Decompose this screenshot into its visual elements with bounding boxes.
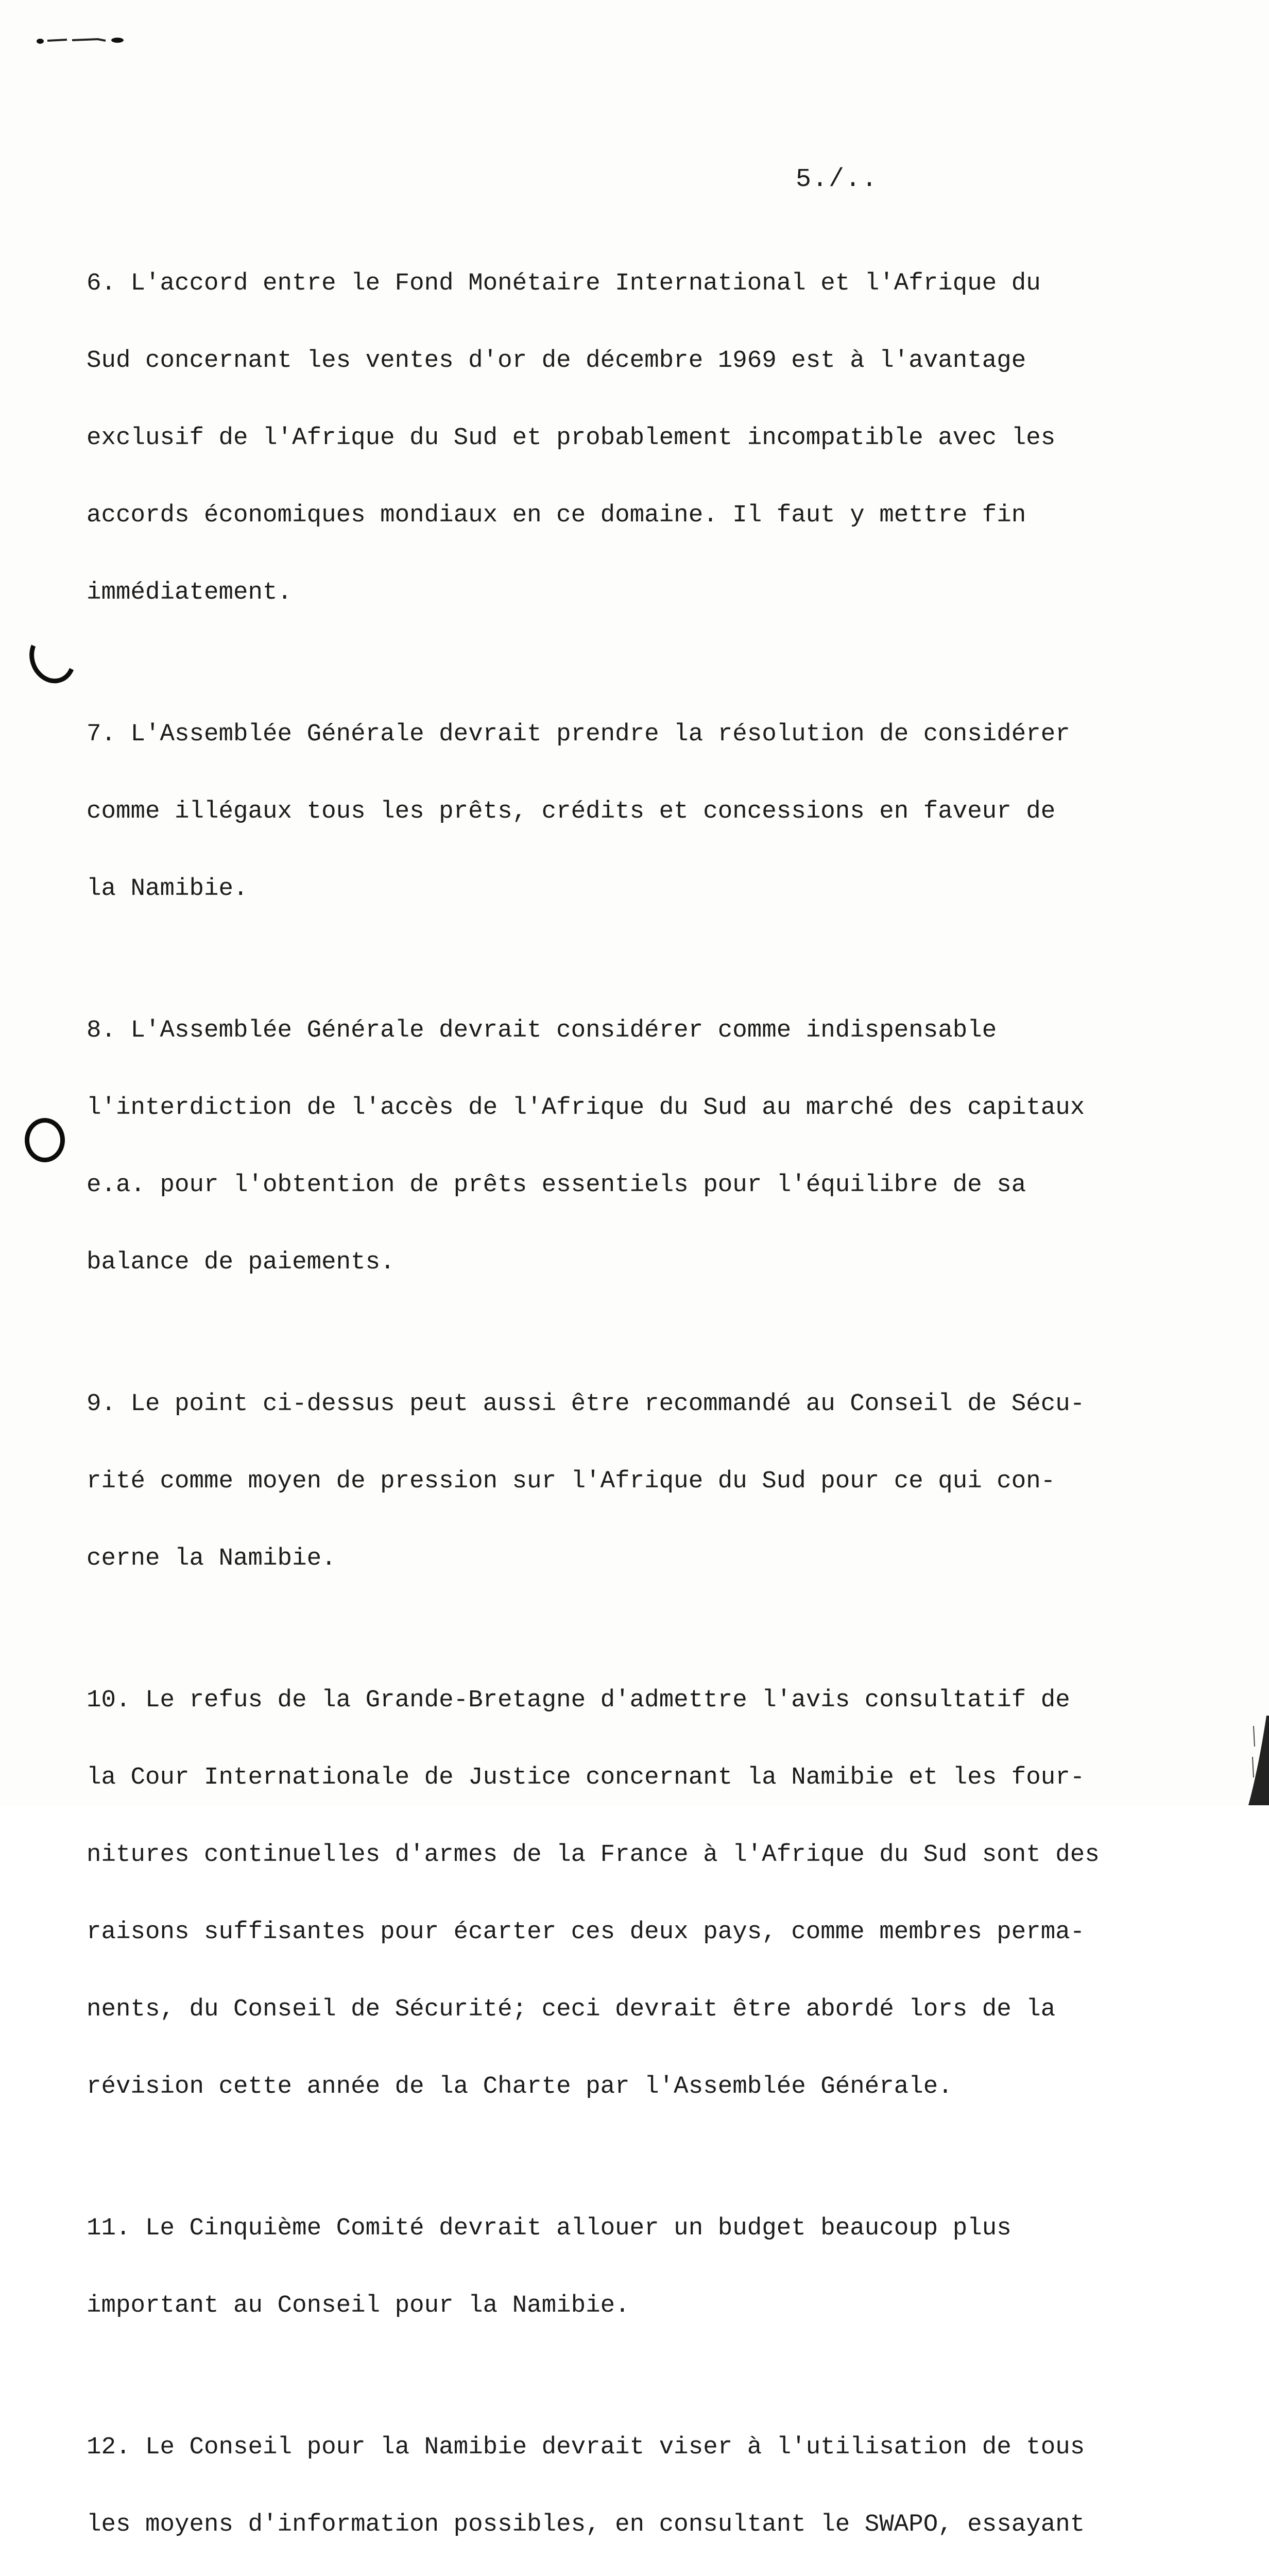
- text-line: la Cour Internationale de Justice concernant la Namibie et les four-: [87, 1764, 1085, 1791]
- text-line: 10. Le refus de la Grande-Bretagne d'admettre l'avis consultatif de: [87, 1686, 1070, 1714]
- text-line: accords économiques mondiaux en ce domaine. Il faut y mettre fin: [87, 501, 1026, 529]
- text-line: les moyens d'information possibles, en consultant le SWAPO, essayant: [87, 2511, 1085, 2538]
- paragraph: [87, 219, 1184, 657]
- text-line: 12. Le Conseil pour la Namibie devrait viser à l'utilisation de tous: [87, 2433, 1085, 2461]
- text-line: nitures continuelles d'armes de la France à l'Afrique du Sud sont des: [87, 1841, 1100, 1869]
- punch-hole-mark: [25, 1118, 65, 1162]
- paragraph: [87, 1340, 1184, 1623]
- text-line: e.a. pour l'obtention de prêts essentiels pour l'équilibre de sa: [87, 1171, 1026, 1199]
- text-line: révision cette année de la Charte par l'Assemblée Générale.: [87, 2073, 953, 2100]
- text-line: cerne la Namibie.: [87, 1545, 336, 1572]
- paragraph: [87, 966, 1184, 1327]
- text-line: comme illégaux tous les prêts, crédits et concessions en faveur de: [87, 798, 1056, 825]
- text-line: immédiatement.: [87, 579, 293, 606]
- text-line: 8. L'Assemblée Générale devrait considérer comme indispensable: [87, 1016, 997, 1044]
- text-line: rité comme moyen de pression sur l'Afrique du Sud pour ce qui con-: [87, 1467, 1056, 1495]
- paragraph: [87, 670, 1184, 953]
- text-line: important au Conseil pour la Namibie.: [87, 2292, 630, 2319]
- paragraph: [87, 1636, 1184, 2151]
- punch-hole-mark: [22, 625, 83, 690]
- text-line: balance de paiements.: [87, 1248, 395, 1276]
- text-line: 9. Le point ci-dessus peut aussi être recommandé au Conseil de Sécu-: [87, 1390, 1085, 1418]
- paragraph: [87, 2383, 1184, 2576]
- text-line: la Namibie.: [87, 875, 248, 903]
- text-line: Sud concernant les ventes d'or de décembre 1969 est à l'avantage: [87, 347, 1026, 375]
- text-line: 11. Le Cinquième Comité devrait allouer un budget beaucoup plus: [87, 2214, 1011, 2242]
- page-number: 5./..: [796, 165, 879, 194]
- text-line: raisons suffisantes pour écarter ces deux pays, comme membres perma-: [87, 1918, 1085, 1946]
- paragraph: [87, 2164, 1184, 2370]
- page-edge-shadow: [1238, 1716, 1269, 1805]
- text-line: 7. L'Assemblée Générale devrait prendre la résolution de considérer: [87, 720, 1070, 748]
- text-line: exclusif de l'Afrique du Sud et probablement incompatible avec les: [87, 424, 1056, 452]
- document-body: [87, 219, 1184, 2576]
- text-line: 6. L'accord entre le Fond Monétaire International et l'Afrique du: [87, 269, 1041, 297]
- ink-smudge-mark: [36, 37, 127, 44]
- text-line: nents, du Conseil de Sécurité; ceci devrait être abordé lors de la: [87, 1995, 1056, 2023]
- text-line: l'interdiction de l'accès de l'Afrique du Sud au marché des capitaux: [87, 1094, 1085, 1122]
